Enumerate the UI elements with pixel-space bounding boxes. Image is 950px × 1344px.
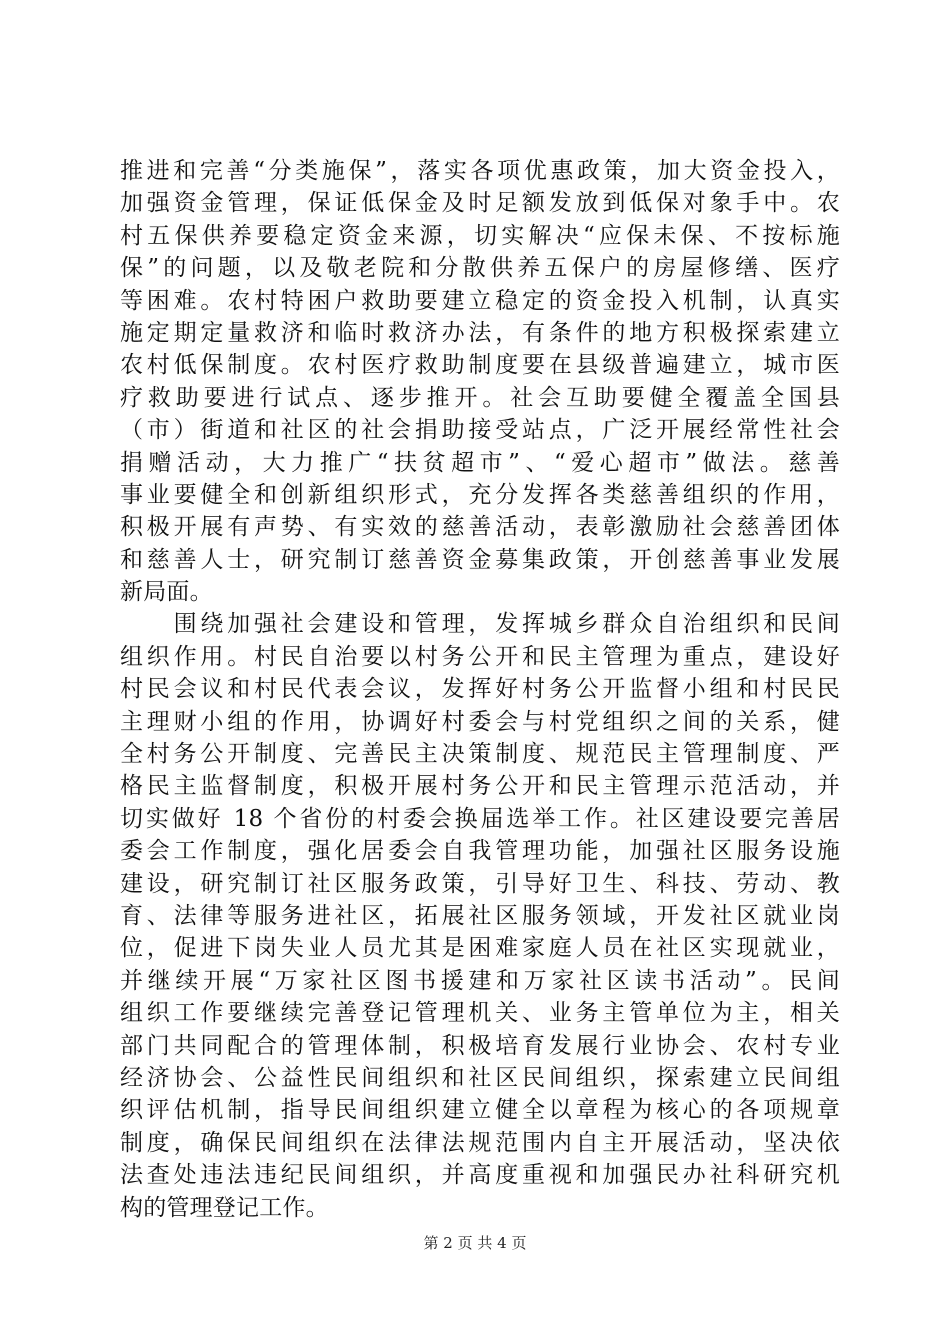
text-line: 新局面。 (120, 579, 213, 606)
text-line: 事业要健全和创新组织形式，充分发挥各类慈善组织的作用， (120, 481, 840, 508)
text-line: 组织作用。村民自治要以村务公开和民主管理为重点，建设好 (120, 643, 840, 670)
text-line: 部门共同配合的管理体制，积极培育发展行业协会、农村专业 (120, 1032, 840, 1059)
page-footer (0, 1232, 950, 1253)
paragraph-2 (120, 608, 840, 1223)
text-line: 疗救助要进行试点、逐步推开。社会互助要健全覆盖全国县 (120, 384, 840, 411)
text-line: （市）街道和社区的社会捐助接受站点，广泛开展经常性社会 (120, 417, 840, 444)
text-line: 主理财小组的作用，协调好村委会与村党组织之间的关系，健 (120, 708, 840, 735)
text-line: 构的管理登记工作。 (120, 1194, 329, 1221)
text-line: 切实做好 18 个省份的村委会换届选举工作。社区建设要完善居 (120, 805, 840, 832)
page-number: 第 2 页 共 4 页 (423, 1234, 527, 1252)
text-line: 格民主监督制度，积极开展村务公开和民主管理示范活动，并 (120, 773, 840, 800)
text-line: 农村低保制度。农村医疗救助制度要在县级普遍建立，城市医 (120, 352, 840, 379)
text-line: 保”的问题，以及敬老院和分散供养五保户的房屋修缮、医疗 (120, 255, 840, 282)
text-line: 并继续开展“万家社区图书援建和万家社区读书活动”。民间 (120, 967, 840, 994)
text-line: 积极开展有声势、有实效的慈善活动，表彰激励社会慈善团体 (120, 514, 840, 541)
text-line: 推进和完善“分类施保”，落实各项优惠政策，加大资金投入， (120, 158, 840, 184)
text-line: 全村务公开制度、完善民主决策制度、规范民主管理制度、严 (120, 741, 840, 768)
text-line: 捐赠活动，大力推广“扶贫超市”、“爱心超市”做法。慈善 (120, 449, 840, 476)
text-line: 经济协会、公益性民间组织和社区民间组织，探索建立民间组 (120, 1064, 840, 1091)
text-line: 等困难。农村特困户救助要建立稳定的资金投入机制，认真实 (120, 287, 840, 314)
text-line: 村五保供养要稳定资金来源，切实解决“应保未保、不按标施 (120, 222, 840, 249)
text-line: 组织工作要继续完善登记管理机关、业务主管单位为主，相关 (120, 1000, 840, 1027)
document-body (120, 155, 840, 1224)
text-line: 和慈善人士，研究制订慈善资金募集政策，开创慈善事业发展 (120, 546, 840, 573)
text-line: 建设，研究制订社区服务政策，引导好卫生、科技、劳动、教 (120, 870, 840, 897)
text-line: 委会工作制度，强化居委会自我管理功能，加强社区服务设施 (120, 838, 840, 865)
text-line: 施定期定量救济和临时救济办法，有条件的地方积极探索建立 (120, 319, 840, 346)
text-line: 制度，确保民间组织在法律法规范围内自主开展活动，坚决依 (120, 1129, 840, 1156)
paragraph-1 (120, 155, 840, 608)
text-line: 围绕加强社会建设和管理，发挥城乡群众自治组织和民间 (120, 611, 840, 638)
text-line: 育、法律等服务进社区，拓展社区服务领域，开发社区就业岗 (120, 902, 840, 929)
text-line: 法查处违法违纪民间组织，并高度重视和加强民办社科研究机 (120, 1162, 840, 1189)
text-line: 村民会议和村民代表会议，发挥好村务公开监督小组和村民民 (120, 676, 840, 703)
text-line: 加强资金管理，保证低保金及时足额发放到低保对象手中。农 (120, 190, 840, 217)
text-line: 位，促进下岗失业人员尤其是困难家庭人员在社区实现就业， (120, 935, 840, 962)
text-line: 织评估机制，指导民间组织建立健全以章程为核心的各项规章 (120, 1097, 840, 1124)
